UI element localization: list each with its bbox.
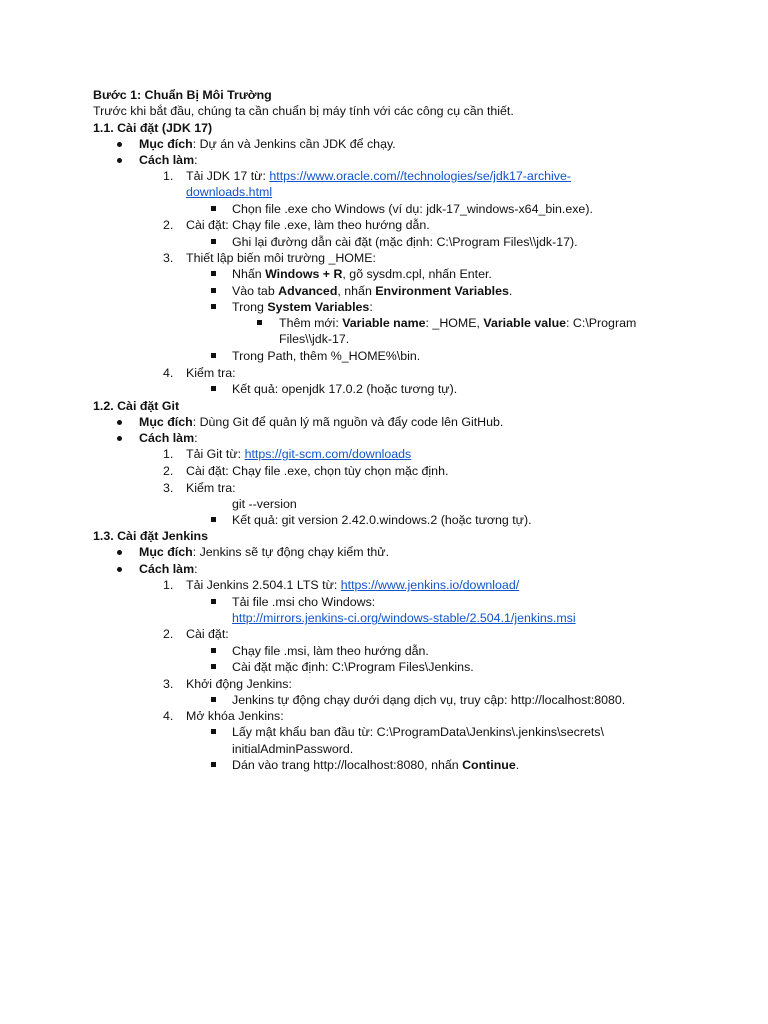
list-item: Chạy file .msi, làm theo hướng dẫn. — [232, 644, 429, 658]
list-number: 3. — [163, 677, 174, 691]
list-number: 1. — [163, 447, 174, 461]
list-item: Tải JDK 17 từ: https://www.oracle.com//technologies/se/jdk17-archive- — [186, 169, 571, 183]
section-title-jenkins: 1.3. Cài đặt Jenkins — [93, 529, 209, 543]
section-title-jdk: 1.1. Cài đặt (JDK 17) — [93, 121, 213, 135]
list-item: Nhấn Windows + R, gõ sysdm.cpl, nhấn Enter. — [232, 267, 492, 281]
bullet-square — [211, 288, 216, 293]
list-item: Cài đặt: — [186, 627, 229, 641]
bullet-square — [211, 517, 216, 522]
bullet-square — [211, 648, 216, 653]
bullet-dot — [117, 436, 122, 441]
list-item: Kết quả: git version 2.42.0.windows.2 (hoặc tương tự). — [232, 513, 532, 527]
list-item: Jenkins tự động chạy dưới dạng dịch vụ, truy cập: http://localhost:8080. — [232, 693, 626, 707]
jenkins-download-link[interactable]: https://www.jenkins.io/download/ — [340, 578, 520, 592]
list-item: Chọn file .exe cho Windows (ví dụ: jdk-17_windows-x64_bin.exe). — [232, 202, 593, 216]
bullet-square — [211, 729, 216, 734]
bullet-square — [211, 762, 216, 767]
page-title: Bước 1: Chuẩn Bị Môi Trường — [93, 88, 272, 102]
list-number: 2. — [163, 627, 174, 641]
list-item-howto: Cách làm: — [139, 431, 198, 445]
list-number: 4. — [163, 709, 174, 723]
list-item-purpose: Mục đích: Jenkins sẽ tự động chạy kiểm thử. — [139, 545, 390, 559]
bullet-dot — [117, 158, 122, 163]
list-item: Kiểm tra: — [186, 366, 236, 380]
list-item-howto: Cách làm: — [139, 153, 198, 167]
list-item-purpose: Mục đích: Dùng Git để quản lý mã nguồn và đẩy code lên GitHub. — [139, 415, 504, 429]
bullet-square — [211, 271, 216, 276]
intro-paragraph: Trước khi bắt đầu, chúng ta cần chuẩn bị máy tính với các công cụ cần thiết. — [93, 104, 514, 118]
jdk-download-link[interactable]: https://www.oracle.com//technologies/se/jdk17-archive- — [269, 169, 571, 183]
list-item: Vào tab Advanced, nhấn Environment Variables. — [232, 284, 513, 298]
bullet-square — [211, 599, 216, 604]
list-item: Cài đặt mặc định: C:\Program Files\Jenkins. — [232, 660, 474, 674]
list-item: Dán vào trang http://localhost:8080, nhấn Continue. — [232, 758, 520, 772]
bullet-dot — [117, 550, 122, 555]
list-number: 2. — [163, 218, 174, 232]
list-item: Thêm mới: Variable name: _HOME, Variable value: C:\Program — [279, 316, 637, 330]
list-number: 3. — [163, 251, 174, 265]
list-item-cont: initialAdminPassword. — [232, 742, 354, 756]
list-number: 3. — [163, 481, 174, 495]
git-download-link[interactable]: https://git-scm.com/downloads — [244, 447, 412, 461]
list-item: Khởi động Jenkins: — [186, 677, 292, 691]
list-item: Trong System Variables: — [232, 300, 373, 314]
bullet-square — [211, 206, 216, 211]
jdk-download-link-cont[interactable]: downloads.html — [186, 185, 273, 199]
bullet-square — [211, 664, 216, 669]
list-item: Ghi lại đường dẫn cài đặt (mặc định: C:\Program Files\\jdk-17). — [232, 235, 578, 249]
list-item: Tải Git từ: https://git-scm.com/downloads — [186, 447, 412, 461]
bullet-square — [211, 304, 216, 309]
bullet-square — [257, 320, 262, 325]
section-title-git: 1.2. Cài đặt Git — [93, 399, 180, 413]
list-number: 2. — [163, 464, 174, 478]
list-item: Mở khóa Jenkins: — [186, 709, 284, 723]
list-item: Lấy mật khẩu ban đầu từ: C:\ProgramData\Jenkins\.jenkins\secrets\ — [232, 725, 604, 739]
bullet-square — [211, 353, 216, 358]
command-text: git --version — [232, 497, 297, 511]
list-number: 4. — [163, 366, 174, 380]
list-item-cont — [186, 184, 272, 200]
bullet-square — [211, 697, 216, 702]
list-item-purpose: Mục đích: Dự án và Jenkins cần JDK để chạy. — [139, 137, 396, 151]
list-item: Tải Jenkins 2.504.1 LTS từ: https://www.jenkins.io/download/ — [186, 578, 520, 592]
list-item-cont — [232, 610, 576, 626]
list-item: Cài đặt: Chạy file .exe, làm theo hướng dẫn. — [186, 218, 430, 232]
list-item: Kiểm tra: — [186, 481, 236, 495]
list-number: 1. — [163, 578, 174, 592]
list-number: 1. — [163, 169, 174, 183]
bullet-dot — [117, 142, 122, 147]
list-item: Kết quả: openjdk 17.0.2 (hoặc tương tự). — [232, 382, 458, 396]
list-item: Tải file .msi cho Windows: — [232, 595, 376, 609]
bullet-dot — [117, 420, 122, 425]
jenkins-msi-link[interactable]: http://mirrors.jenkins-ci.org/windows-stable/2.504.1/jenkins.msi — [232, 611, 576, 625]
bullet-dot — [117, 567, 122, 572]
list-item: Cài đặt: Chạy file .exe, chọn tùy chọn mặc định. — [186, 464, 449, 478]
list-item-cont: Files\\jdk-17. — [279, 332, 350, 346]
list-item: Trong Path, thêm %_HOME%\bin. — [232, 349, 421, 363]
list-item: Thiết lập biến môi trường _HOME: — [186, 251, 376, 265]
bullet-square — [211, 239, 216, 244]
list-item-howto: Cách làm: — [139, 562, 198, 576]
bullet-square — [211, 386, 216, 391]
